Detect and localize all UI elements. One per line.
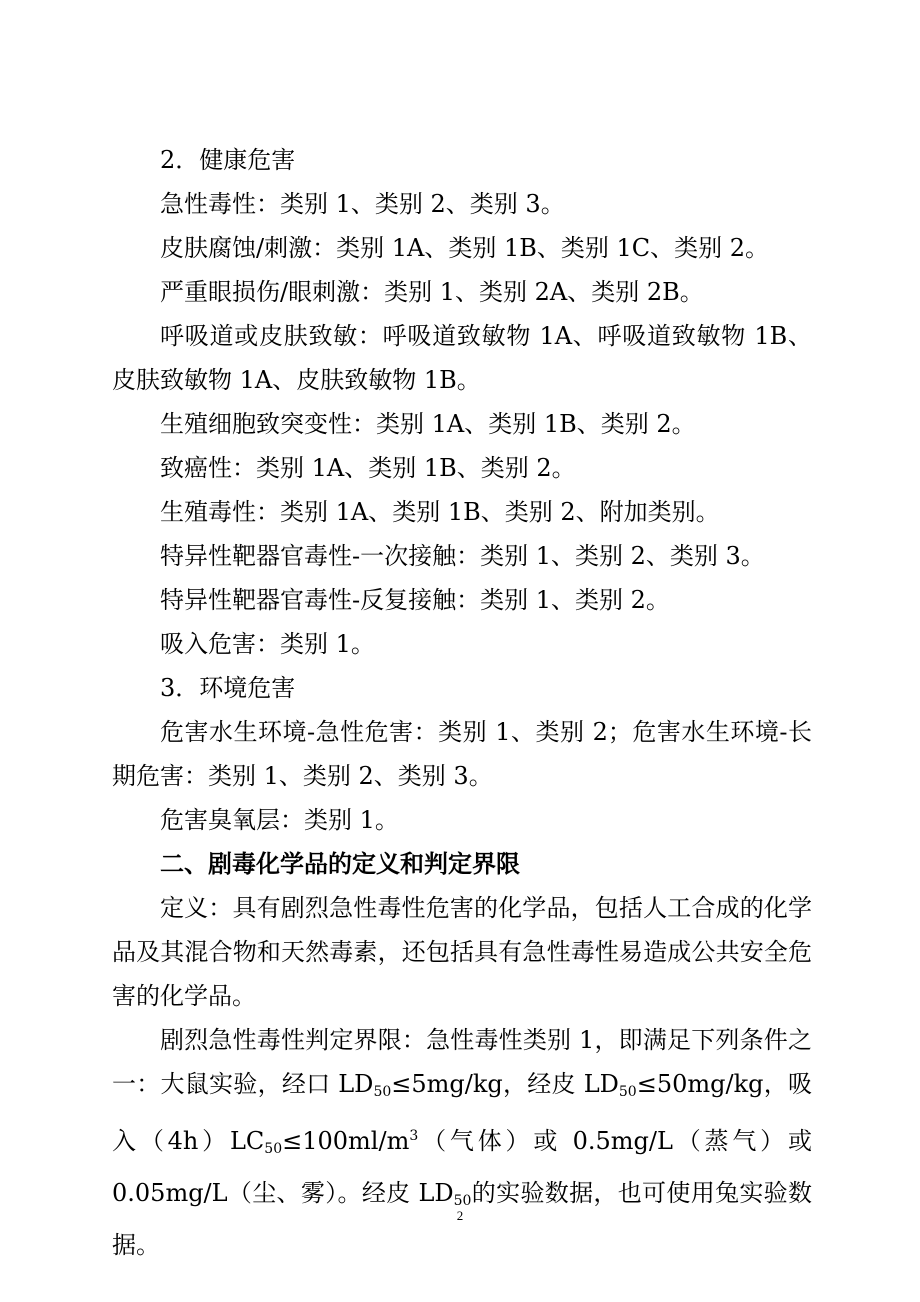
section-two-heading: 二、剧毒化学品的定义和判定界限 <box>160 849 520 878</box>
germ-cell-mutagenicity-line: 生殖细胞致突变性：类别 1A、类别 1B、类别 2。 <box>160 410 696 438</box>
criteria-text-6: 的实验数据，也可使用兔实验数据。 <box>112 1179 813 1259</box>
eye-damage-line: 严重眼损伤/眼刺激：类别 1、类别 2A、类别 2B。 <box>160 278 704 306</box>
page-number: 2 <box>456 1208 464 1223</box>
criteria-paragraph <box>112 1018 812 1267</box>
aquatic-hazard-line: 危害水生环境-急性危害：类别 1、类别 2；危害水生环境-长期危害：类别 1、类别 2、类别 3。 <box>112 718 812 790</box>
aspiration-hazard-line: 吸入危害：类别 1。 <box>160 630 375 658</box>
reproductive-toxicity-line: 生殖毒性：类别 1A、类别 1B、类别 2、附加类别。 <box>160 498 720 526</box>
criteria-text-1: 剧烈急性毒性判定界限：急性毒性类别 1，即满足下列条件之一：大鼠实验，经口 LD <box>112 1026 812 1098</box>
ozone-hazard-line: 危害臭氧层：类别 1。 <box>160 806 399 834</box>
definition-paragraph: 定义：具有剧烈急性毒性危害的化学品，包括人工合成的化学品及其混合物和天然毒素，还包括具有急性毒性易造成公共安全危害的化学品。 <box>112 894 812 1010</box>
health-hazards-heading: 2．健康危害 <box>160 146 296 174</box>
criteria-text-5: （气体）或 0.5mg/L（蒸气）或 0.05mg/L（尘、雾）。经皮 LD <box>112 1127 812 1207</box>
criteria-text-2: ≤5mg/kg，经皮 LD <box>391 1070 619 1098</box>
lc50-subscript: 50 <box>264 1141 283 1157</box>
criteria-text-4: ≤100ml/m <box>282 1127 410 1155</box>
cubic-superscript: 3 <box>409 1128 419 1144</box>
criteria-text-3: ≤50mg/kg，吸入（4h）LC <box>112 1070 813 1155</box>
sensitization-line: 呼吸道或皮肤致敏：呼吸道致敏物 1A、呼吸道致敏物 1B、皮肤致敏物 1A、皮肤致敏物 1B。 <box>112 322 812 394</box>
ld50-subscript: 50 <box>618 1084 637 1100</box>
acute-toxicity-line: 急性毒性：类别 1、类别 2、类别 3。 <box>160 190 565 218</box>
skin-corrosion-line: 皮肤腐蚀/刺激：类别 1A、类别 1B、类别 1C、类别 2。 <box>160 234 770 262</box>
carcinogenicity-line: 致癌性：类别 1A、类别 1B、类别 2。 <box>160 454 576 482</box>
environmental-hazards-heading: 3．环境危害 <box>160 674 296 702</box>
ld50-subscript: 50 <box>453 1193 472 1209</box>
body-text <box>112 138 812 1267</box>
stot-repeated-exposure-line: 特异性靶器官毒性-反复接触：类别 1、类别 2。 <box>160 586 670 614</box>
stot-single-exposure-line: 特异性靶器官毒性-一次接触：类别 1、类别 2、类别 3。 <box>160 542 765 570</box>
ld50-subscript: 50 <box>373 1084 392 1100</box>
